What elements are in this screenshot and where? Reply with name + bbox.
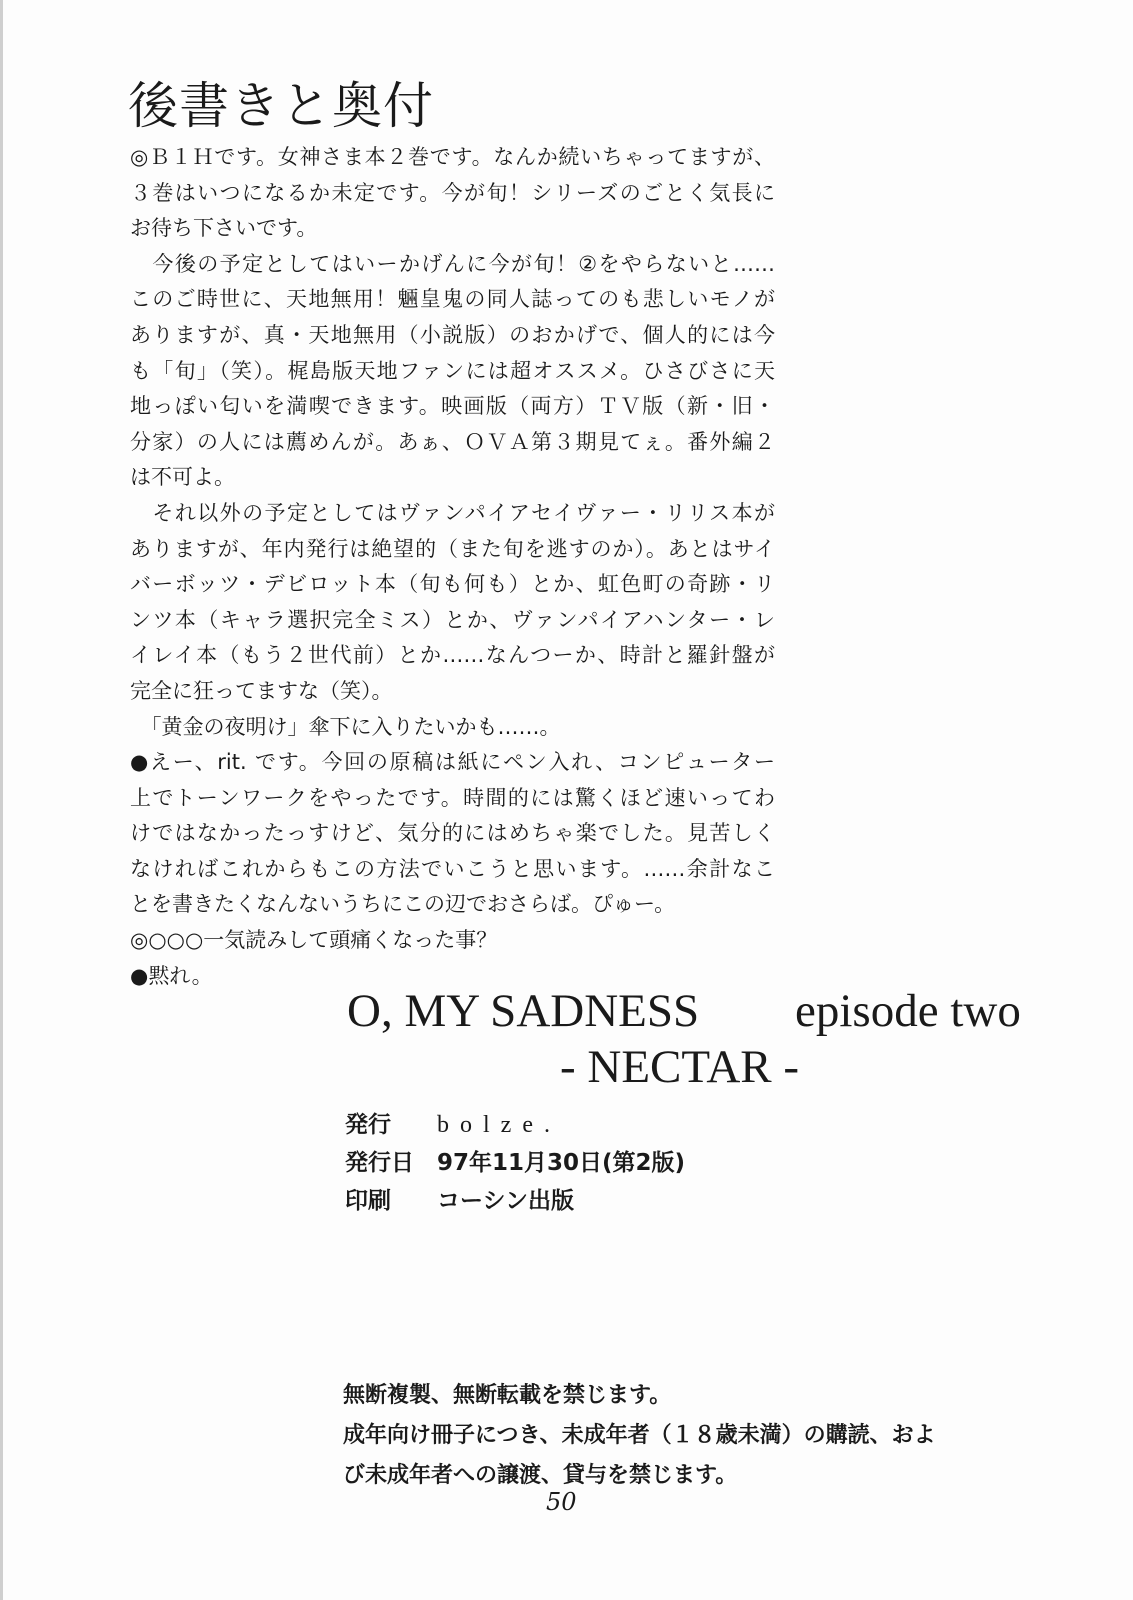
publisher-label: 発行: [345, 1112, 391, 1138]
afterword-body: [130, 140, 775, 994]
body-line: 完全に狂ってますな（笑）。: [130, 678, 393, 703]
page-number: 50: [546, 1488, 577, 1516]
colophon: [345, 1106, 685, 1220]
legal-line: 成年向け冊子につき、未成年者（１８歳未満）の購読、およ: [343, 1423, 936, 1448]
body-line: けではなかったっすけど、気分的にはめちゃ楽でした。見苦しく: [130, 821, 775, 846]
legal-notice: [343, 1376, 1043, 1496]
body-line: それ以外の予定としてはヴァンパイアセイヴァー・リリス本が: [130, 500, 775, 525]
body-line: 分家）の人には薦めんが。あぁ、ＯＶＡ第３期見てぇ。番外編２: [130, 429, 775, 454]
legal-line: 無断複製、無断転載を禁じます。: [343, 1383, 672, 1408]
body-line: 今後の予定としてはいーかげんに今が旬！②をやらないと……: [130, 251, 775, 276]
body-line: ●黙れ。: [130, 963, 213, 988]
body-line: お待ち下さいです。: [130, 216, 318, 241]
body-line: ンツ本（キャラ選択完全ミス）とか、ヴァンパイアハンター・レ: [130, 607, 775, 632]
book-subtitle: - NECTAR -: [560, 1041, 800, 1093]
body-line: も「旬」（笑）。梶島版天地ファンには超オススメ。ひさびさに天: [130, 358, 775, 383]
publisher-value: bolze.: [437, 1112, 561, 1138]
book-title: O, MY SADNESS: [347, 985, 700, 1037]
body-line: 上でトーンワークをやったです。時間的には驚くほど速いってわ: [130, 785, 775, 810]
body-line: ●えー、rit. です。今回の原稿は紙にペン入れ、コンピューター: [130, 750, 775, 775]
date-label: 発行日: [345, 1150, 414, 1176]
book-episode: episode two: [795, 985, 1021, 1037]
body-line: 「黄金の夜明け」傘下に入りたいかも……。: [130, 714, 561, 739]
body-line: 地っぽい匂いを満喫できます。映画版（両方）ＴＶ版（新・旧・: [130, 394, 775, 419]
printer-label: 印刷: [345, 1188, 391, 1214]
body-line: ◎○○○一気読みして頭痛くなった事？: [130, 928, 498, 953]
printer-value: コーシン出版: [437, 1188, 574, 1214]
body-line: ありますが、真・天地無用（小説版）のおかげで、個人的には今: [130, 322, 775, 347]
body-line: なければこれからもこの方法でいこうと思います。……余計なこ: [130, 856, 775, 881]
body-line: ３巻はいつになるか未定です。今が旬！シリーズのごとく気長に: [130, 180, 775, 205]
body-line: イレイ本（もう２世代前）とか……なんつーか、時計と羅針盤が: [130, 643, 775, 668]
legal-line: び未成年者への譲渡、貸与を禁じます。: [343, 1463, 738, 1488]
body-line: は不可よ。: [130, 465, 235, 490]
page-title: 後書きと奥付: [128, 77, 434, 135]
body-line: ◎Ｂ１Ｈです。女神さま本２巻です。なんか続いちゃってますが、: [130, 145, 775, 169]
body-line: とを書きたくなんないうちにこの辺でおさらば。ぴゅー。: [130, 892, 676, 917]
colophon-date: [345, 1144, 685, 1182]
date-value: 97年11月30日(第2版): [437, 1150, 686, 1176]
body-line: このご時世に、天地無用！魎皇鬼の同人誌ってのも悲しいモノが: [130, 287, 775, 312]
body-line: バーボッツ・デビロット本（旬も何も）とか、虹色町の奇跡・リ: [130, 572, 775, 597]
scan-edge: [0, 0, 3, 1600]
colophon-publisher: [345, 1106, 685, 1144]
body-line: ありますが、年内発行は絶望的（また旬を逃すのか）。あとはサイ: [130, 536, 775, 561]
colophon-printer: [345, 1182, 685, 1220]
